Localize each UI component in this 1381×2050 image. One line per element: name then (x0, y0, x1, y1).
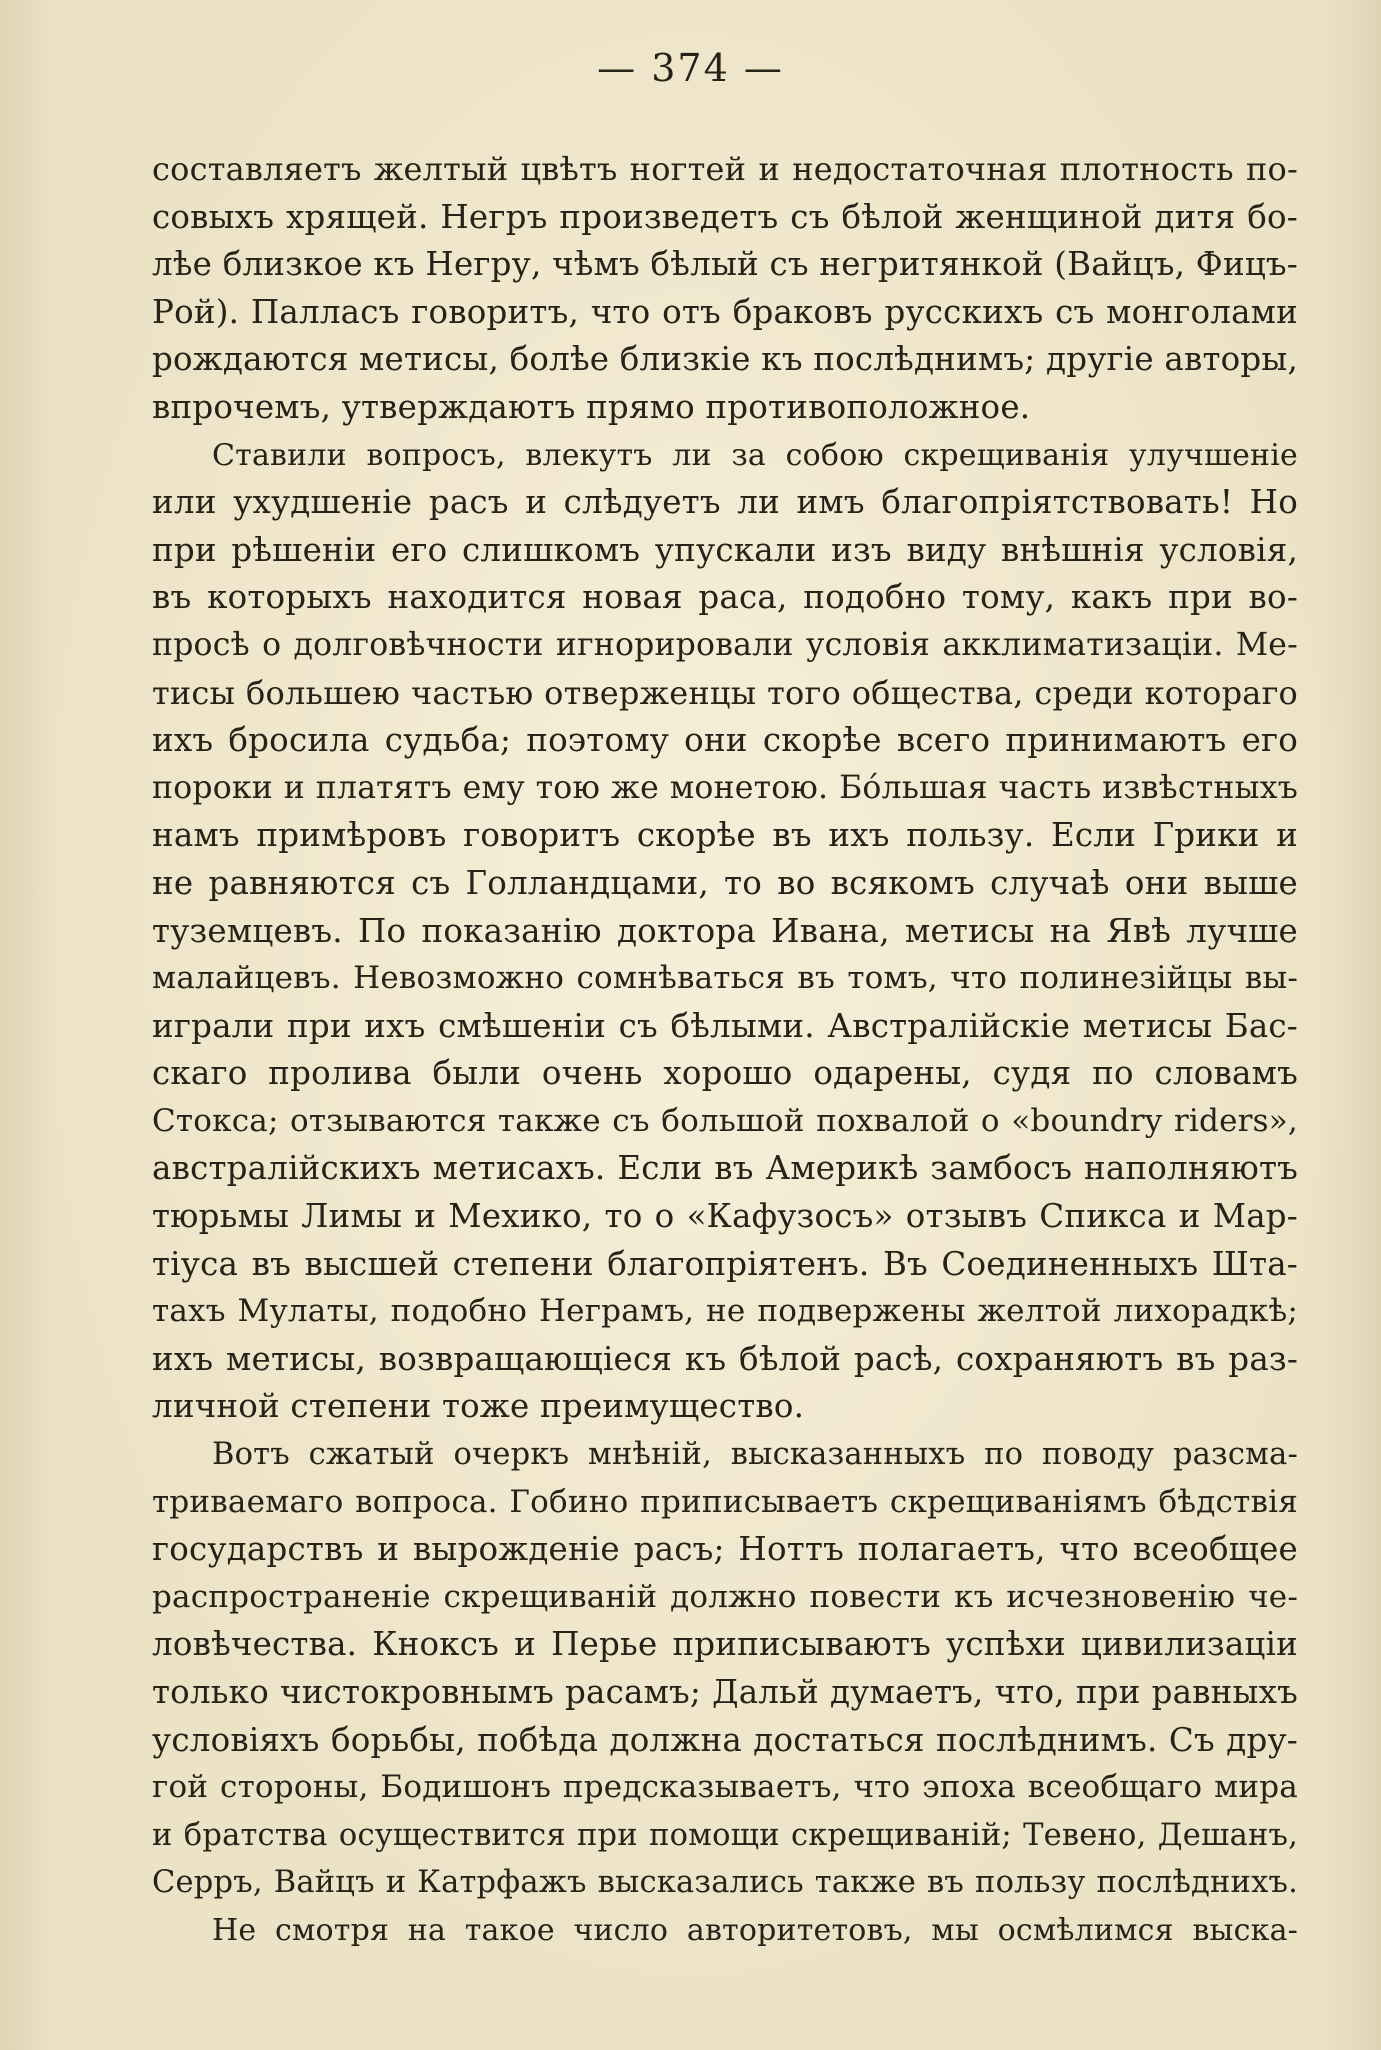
text-line: впрочемъ, утверждаютъ прямо противоположное. (152, 387, 1031, 426)
text-line: скаго пролива были очень хорошо одарены, судя по словамъ (152, 1054, 1298, 1093)
text-line: только чистокровнымъ расамъ; Дальй думаетъ, что, при равныхъ (152, 1673, 1298, 1711)
text-line: Ставили вопросъ, влекутъ ли за собою скрещиванія улучшеніе (212, 437, 1298, 473)
text-line: при рѣшеніи его слишкомъ упускали изъ виду внѣшнія условія, (152, 530, 1298, 569)
body-text (152, 146, 1298, 1955)
text-line: триваемаго вопроса. Гобино приписываетъ скрещиваніямъ бѣдствія (152, 1483, 1298, 1520)
text-line: ихъ бросила судьба; поэтому они скорѣе всего принимаютъ его (152, 721, 1298, 760)
text-line: австралійскихъ метисахъ. Если въ Америкѣ замбосъ наполняютъ (152, 1149, 1298, 1188)
text-line: совыхъ хрящей. Негръ произведетъ съ бѣлой женщиной дитя бо- (152, 197, 1298, 236)
text-line: гой стороны, Бодишонъ предсказываетъ, что эпоха всеобщаго мира (152, 1769, 1298, 1806)
text-line: лѣе близкое къ Негру, чѣмъ бѣлый съ негритянкой (Вайцъ, Фицъ- (152, 245, 1298, 284)
text-line: условіяхъ борьбы, побѣда должна достаться послѣднимъ. Съ дру- (152, 1720, 1298, 1759)
text-line: намъ примѣровъ говоритъ скорѣе въ ихъ пользу. Если Грики и (152, 816, 1298, 855)
text-line: просѣ о долговѣчности игнорировали условія акклиматизаціи. Ме- (152, 626, 1298, 663)
text-line: въ которыхъ находится новая раса, подобно тому, какъ при во- (152, 578, 1298, 617)
text-line: государствъ и вырожденіе расъ; Ноттъ полагаетъ, что всеобщее (152, 1530, 1298, 1569)
text-line: ловѣчества. Кноксъ и Перье приписываютъ успѣхи цивилизаціи (152, 1625, 1298, 1664)
text-line: тіуса въ высшей степени благопріятенъ. Въ Соединенныхъ Шта- (152, 1244, 1298, 1283)
text-line: тахъ Мулаты, подобно Неграмъ, не подвержены желтой лихорадкѣ; (152, 1293, 1298, 1330)
text-line: туземцевъ. По показанію доктора Ивана, метисы на Явѣ лучше (152, 911, 1298, 950)
text-line: тисы большею частью отверженцы того общества, среди котораго (152, 673, 1298, 712)
text-line: рождаются метисы, болѣе близкіе къ послѣднимъ; другіе авторы, (152, 340, 1298, 379)
text-line: Вотъ сжатый очеркъ мнѣній, высказанныхъ по поводу разсма- (212, 1437, 1298, 1473)
page-number: — 374 — (597, 46, 784, 90)
text-line: Не смотря на такое число авторитетовъ, мы осмѣлимся выска- (212, 1912, 1298, 1948)
text-line: и братства осуществится при помощи скрещиваній; Тевено, Дешанъ, (152, 1817, 1298, 1853)
text-line: малайцевъ. Невозможно сомнѣваться въ томъ, что полинезійцы вы- (152, 960, 1298, 997)
text-line: распространеніе скрещиваній должно повести къ исчезновенію че- (152, 1578, 1298, 1615)
text-line: Серръ, Вайцъ и Катрфажъ высказались также въ пользу послѣднихъ. (152, 1865, 1298, 1901)
text-line: или ухудшеніе расъ и слѣдуетъ ли имъ благопріятствовать! Но (152, 483, 1298, 522)
text-line: тюрьмы Лимы и Мехико, то о «Кафузосъ» отзывъ Спикса и Мар- (152, 1197, 1298, 1236)
text-line: Стокса; отзываются также съ большой похвалой о «boundry riders», (152, 1102, 1298, 1139)
text-line: личной степени тоже преимущество. (152, 1387, 805, 1426)
text-line: Рой). Палласъ говоритъ, что отъ браковъ русскихъ съ монголами (152, 292, 1298, 331)
text-line: составляетъ желтый цвѣтъ ногтей и недостаточная плотность по- (152, 150, 1298, 188)
text-line: играли при ихъ смѣшеніи съ бѣлыми. Австралійскіе метисы Бас- (152, 1006, 1298, 1045)
text-line: пороки и платятъ ему тою же монетою. Бо́льшая часть извѣстныхъ (152, 769, 1298, 806)
text-line: ихъ метисы, возвращающіеся къ бѣлой расѣ, сохраняютъ въ раз- (152, 1339, 1298, 1378)
text-line: не равняются съ Голландцами, то во всякомъ случаѣ они выше (152, 863, 1298, 902)
